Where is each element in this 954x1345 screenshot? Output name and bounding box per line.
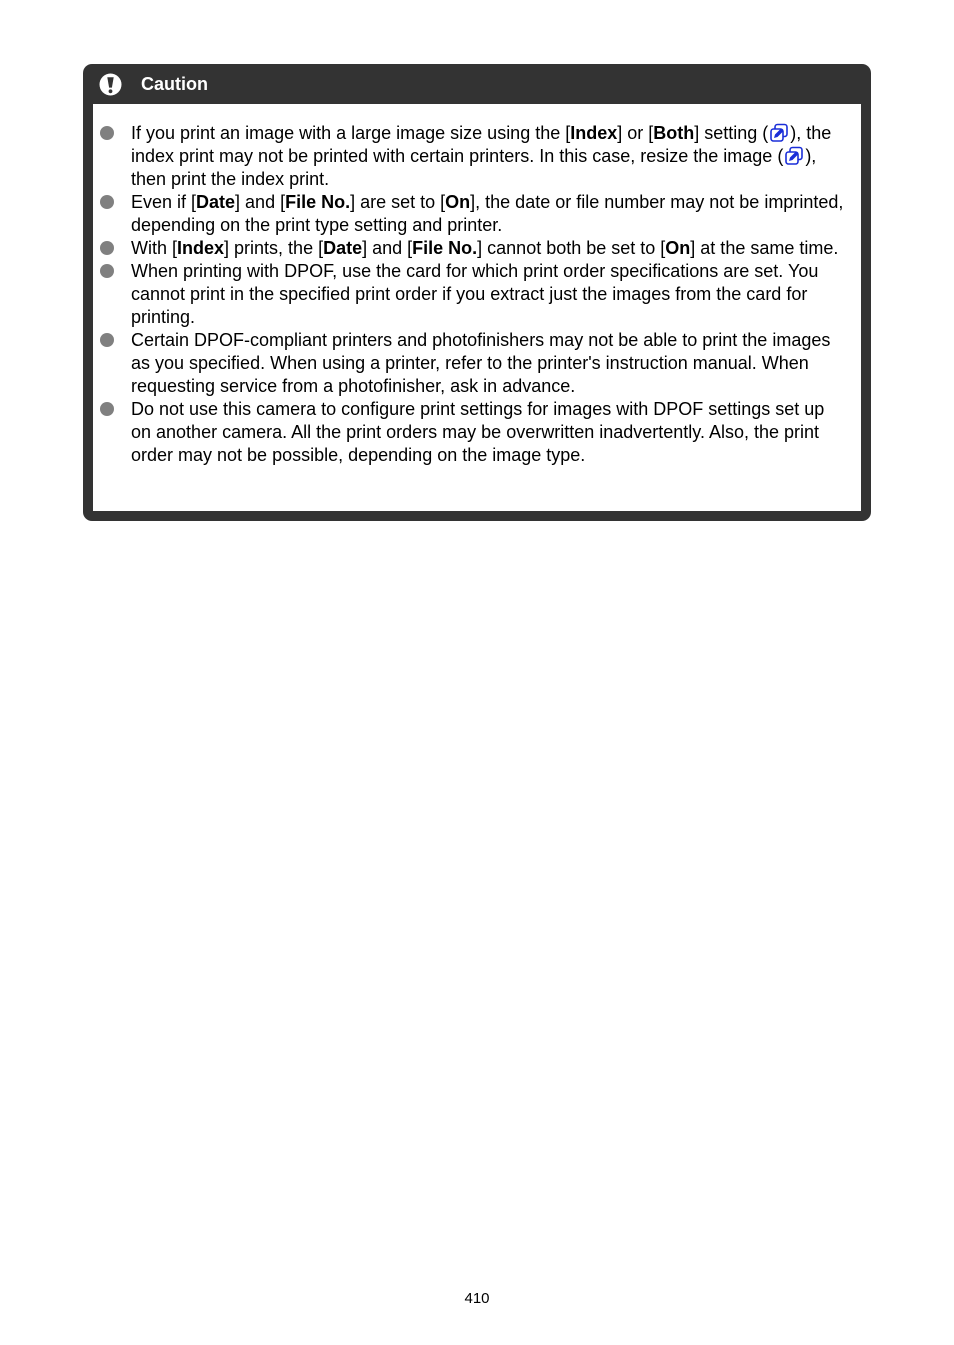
- exclamation-warning-icon: [99, 73, 122, 96]
- item-text: ] and [: [235, 192, 286, 212]
- item-text: When printing with DPOF, use the card for which print order specifications are set. You cannot print in the specified print order if you extract just the images from the card for printing.: [131, 261, 819, 327]
- setting-name: On: [665, 238, 691, 258]
- caution-list-item: [93, 237, 861, 260]
- setting-name: File No.: [412, 238, 478, 258]
- item-text: ] or [: [617, 123, 654, 143]
- caution-list-item: [93, 122, 861, 191]
- caution-box: [83, 64, 871, 521]
- item-text: Certain DPOF-compliant printers and photofinishers may not be able to print the images as you specified. When using a printer, refer to the printer's instruction manual. When requesting service from a photofinisher, ask in advance.: [131, 330, 831, 396]
- bullet-icon: [100, 402, 114, 416]
- setting-name: Date: [196, 192, 236, 212]
- caution-list-item: [93, 191, 861, 237]
- item-text: ), the index print may not be printed with certain printers. In this case, resize the image (: [131, 123, 832, 166]
- caution-header: [83, 64, 871, 104]
- setting-name: Both: [653, 123, 695, 143]
- setting-name: File No.: [285, 192, 351, 212]
- bullet-icon: [100, 264, 114, 278]
- item-text: If you print an image with a large image size using the [: [131, 123, 571, 143]
- bullet-icon: [100, 195, 114, 209]
- caution-body: [93, 104, 861, 511]
- setting-name: Index: [177, 238, 225, 258]
- caution-list-item: [93, 260, 861, 329]
- caution-item-list: [93, 122, 861, 467]
- page-reference-icon[interactable]: [769, 123, 789, 143]
- caution-list-item: [93, 398, 861, 467]
- setting-name: On: [445, 192, 471, 212]
- bullet-icon: [100, 126, 114, 140]
- item-text: ), then print the index print.: [131, 146, 817, 189]
- item-text: With [: [131, 238, 178, 258]
- item-text: ] prints, the [: [224, 238, 324, 258]
- item-text: ], the date or file number may not be imprinted, depending on the print type setting and printer.: [131, 192, 844, 235]
- caution-title: Caution: [141, 74, 208, 94]
- item-text: ] are set to [: [350, 192, 446, 212]
- bullet-icon: [100, 241, 114, 255]
- bullet-icon: [100, 333, 114, 347]
- item-text: Do not use this camera to configure print settings for images with DPOF settings set up on another camera. All the print orders may be overwritten inadvertently. Also, the print order may not be possible, depending on the image type.: [131, 399, 825, 465]
- item-text: ] setting (: [694, 123, 769, 143]
- caution-list-item: [93, 329, 861, 398]
- item-text: ] at the same time.: [690, 238, 839, 258]
- item-text: ] and [: [362, 238, 413, 258]
- item-text: ] cannot both be set to [: [477, 238, 666, 258]
- page-number: 410: [464, 1290, 490, 1307]
- item-text: Even if [: [131, 192, 197, 212]
- setting-name: Date: [323, 238, 363, 258]
- page-reference-icon[interactable]: [784, 146, 804, 166]
- setting-name: Index: [570, 123, 618, 143]
